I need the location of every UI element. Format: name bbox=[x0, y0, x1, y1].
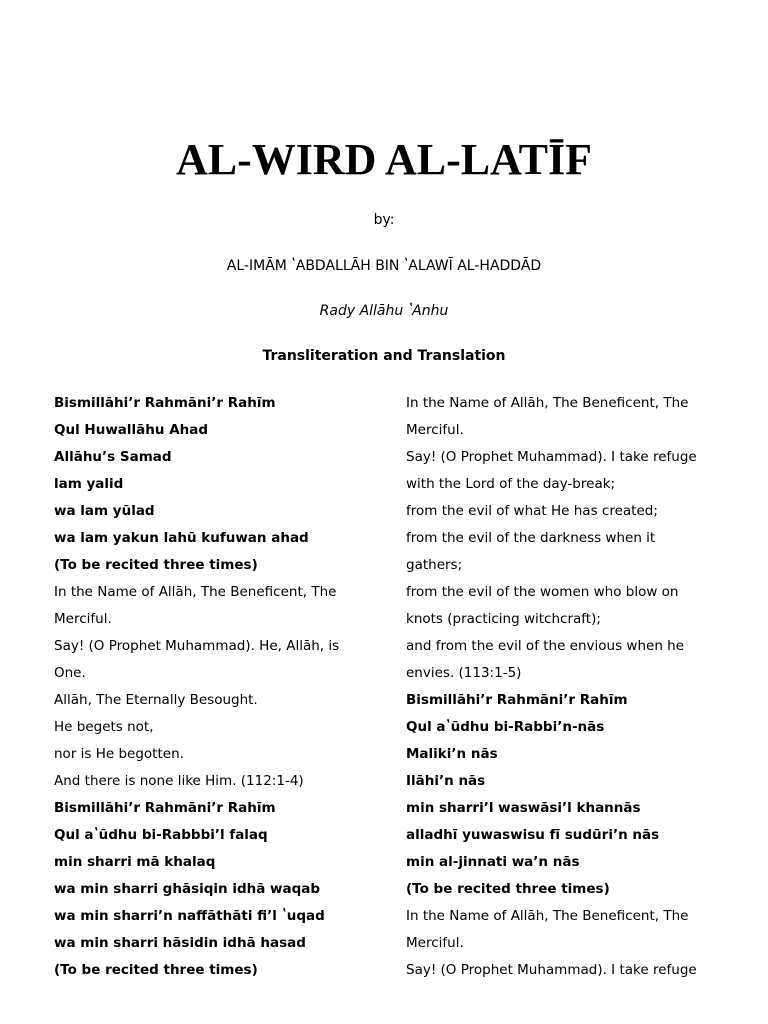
text-line: Bismillāhi’r Rahmāni’r Rahīm bbox=[406, 692, 628, 708]
text-line: In the Name of Allāh, The Beneficent, The bbox=[406, 395, 689, 411]
text-line: Merciful. bbox=[406, 935, 464, 951]
text-line: from the evil of the darkness when it bbox=[406, 530, 656, 546]
text-line: Allāh, The Eternally Besought. bbox=[54, 692, 258, 708]
text-line: Qul aʽūdhu bi-Rabbi’n-nās bbox=[406, 719, 605, 735]
text-line: Allāhu’s Samad bbox=[54, 449, 172, 465]
document-title: AL-WIRD AL-LATĪF bbox=[175, 135, 592, 184]
text-line: Say! (O Prophet Muhammad). He, Allāh, is bbox=[54, 638, 340, 654]
text-line: wa min sharri hāsidin idhā hasad bbox=[54, 935, 306, 951]
text-line: Say! (O Prophet Muhammad). I take refuge bbox=[406, 962, 697, 978]
text-line: from the evil of the women who blow on bbox=[406, 584, 679, 600]
translation-column bbox=[406, 390, 736, 984]
text-line: Merciful. bbox=[406, 422, 464, 438]
text-line: alladhī yuwaswisu fī sudūri’n nās bbox=[406, 827, 660, 843]
text-line: In the Name of Allāh, The Beneficent, The bbox=[54, 584, 337, 600]
text-line: Say! (O Prophet Muhammad). I take refuge bbox=[406, 449, 697, 465]
text-line: Bismillāhi’r Rahmāni’r Rahīm bbox=[54, 800, 276, 816]
text-line: min sharri’l waswāsi’l khannās bbox=[406, 800, 641, 816]
text-line: and from the evil of the envious when he bbox=[406, 638, 685, 654]
text-line: Merciful. bbox=[54, 611, 112, 627]
text-line: One. bbox=[54, 665, 86, 681]
text-line: (To be recited three times) bbox=[54, 962, 258, 978]
text-line: Qul Huwallāhu Ahad bbox=[54, 422, 209, 438]
text-line: min al-jinnati wa’n nās bbox=[406, 854, 580, 870]
text-line: min sharri mā khalaq bbox=[54, 854, 216, 870]
text-line: lam yalid bbox=[54, 476, 124, 492]
text-line: wa min sharri’n naffāthāti fi’l ʽuqad bbox=[54, 908, 325, 924]
text-line: from the evil of what He has created; bbox=[406, 503, 658, 519]
text-line: Ilāhi’n nās bbox=[406, 773, 486, 789]
transliteration-column bbox=[54, 390, 374, 984]
text-line: He begets not, bbox=[54, 719, 154, 735]
text-line: wa lam yūlad bbox=[54, 503, 155, 519]
subtitle: Transliteration and Translation bbox=[262, 348, 506, 364]
text-line: In the Name of Allāh, The Beneficent, The bbox=[406, 908, 689, 924]
text-line: Maliki’n nās bbox=[406, 746, 498, 762]
text-line: nor is He begotten. bbox=[54, 746, 184, 762]
text-line: wa min sharri ghāsiqin idhā waqab bbox=[54, 881, 321, 897]
text-line: And there is none like Him. (112:1-4) bbox=[54, 773, 304, 789]
honorific: Rady Allāhu ʽAnhu bbox=[319, 303, 449, 319]
author-name: AL-IMĀM ʽABDALLĀH BIN ʽALAWĪ AL-HADDĀD bbox=[226, 258, 542, 274]
text-line: (To be recited three times) bbox=[54, 557, 258, 573]
text-line: gathers; bbox=[406, 557, 463, 573]
text-line: with the Lord of the day-break; bbox=[406, 476, 616, 492]
text-line: knots (practicing witchcraft); bbox=[406, 611, 601, 627]
text-line: wa lam yakun lahū kufuwan ahad bbox=[54, 530, 309, 546]
text-line: envies. (113:1-5) bbox=[406, 665, 522, 681]
text-line: (To be recited three times) bbox=[406, 881, 610, 897]
byline: by: bbox=[373, 212, 395, 228]
text-line: Bismillāhi’r Rahmāni’r Rahīm bbox=[54, 395, 276, 411]
text-line: Qul aʽūdhu bi-Rabbbi’l falaq bbox=[54, 827, 268, 843]
